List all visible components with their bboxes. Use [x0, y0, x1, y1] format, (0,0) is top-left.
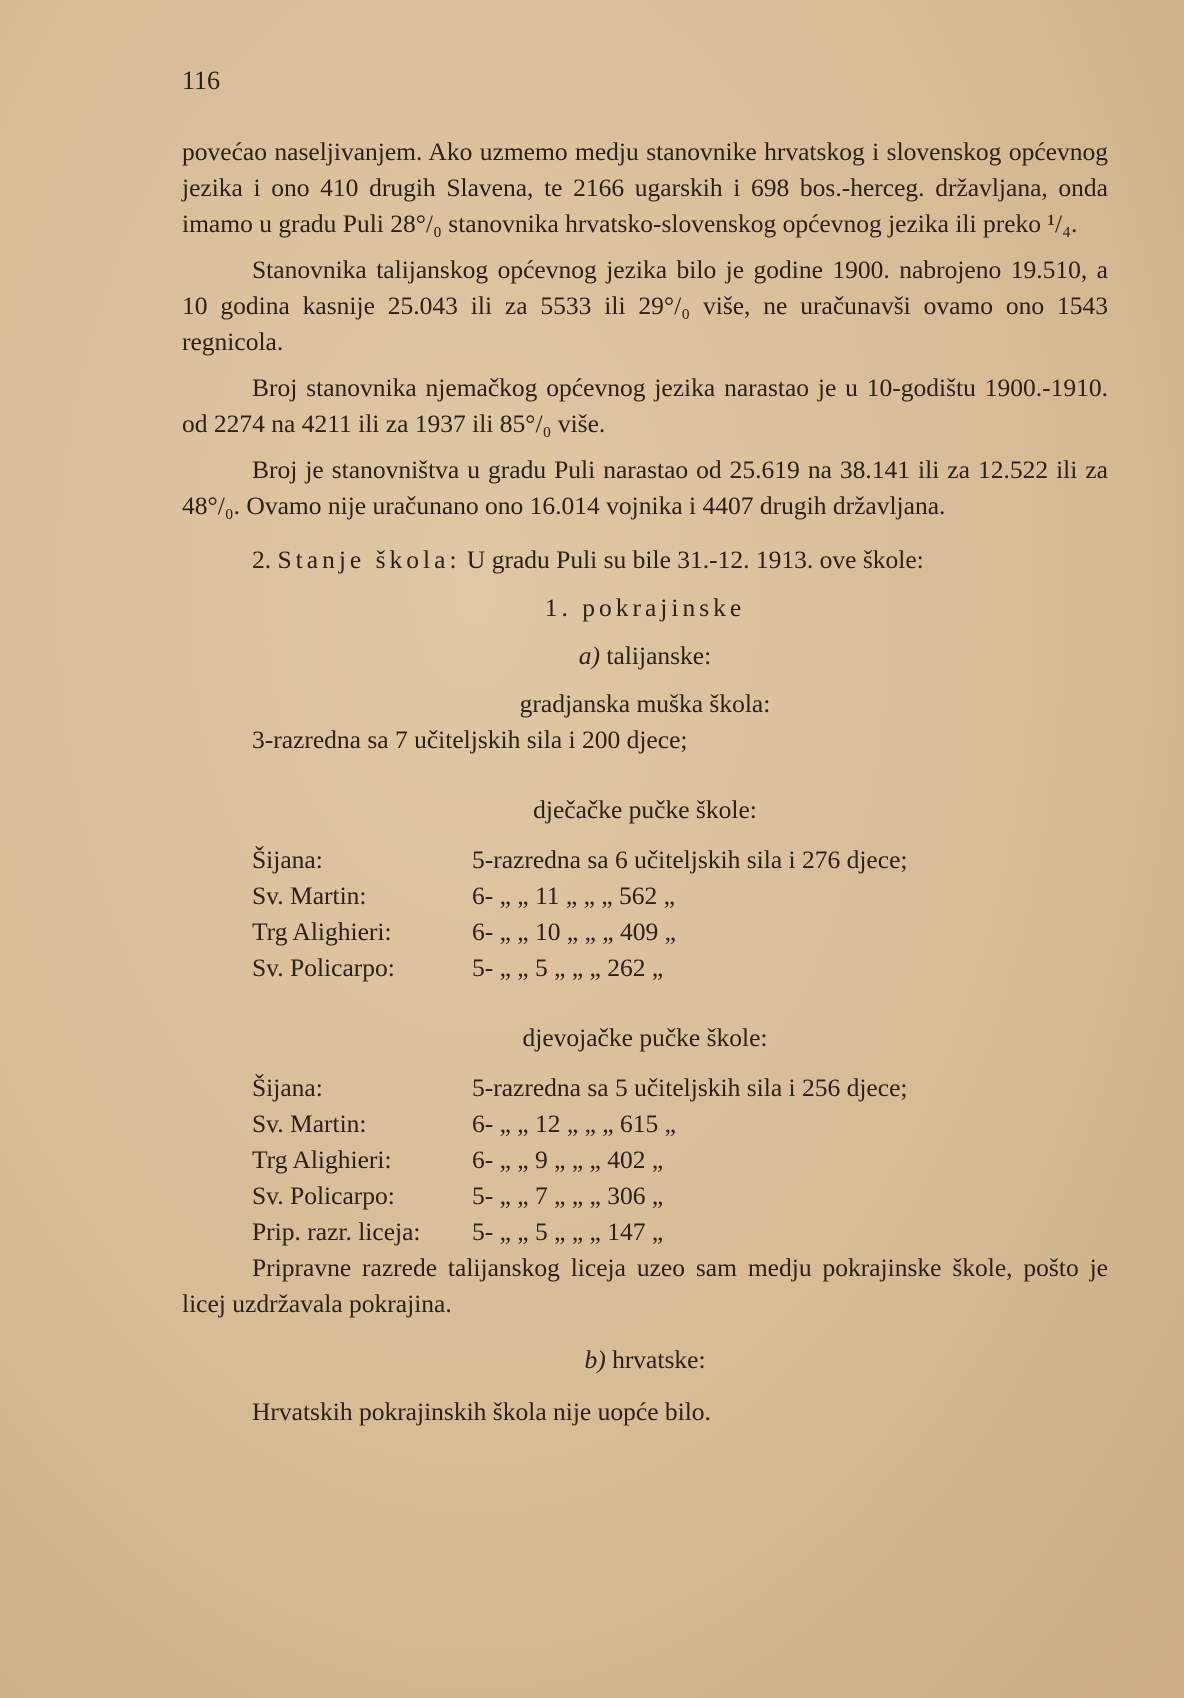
table-row — [252, 1214, 1178, 1250]
final-line: Hrvatskih pokrajinskih škola nije uopće bilo. — [252, 1397, 711, 1426]
paragraph-3: Broj stanovnika njemačkog općevnog jezika narastao je u 10-godištu 1900.-1910. od 2274 na 4211 ili za 1937 ili 85°/₀ više. — [182, 373, 1108, 438]
page-text — [182, 134, 1108, 1430]
subheading-b-letter: b) — [584, 1345, 606, 1374]
table-row — [252, 1178, 1178, 1214]
table-row — [252, 1142, 1178, 1178]
place-cell: Trg Alighieri: — [252, 1145, 392, 1174]
gradjanska-heading: gradjanska muška škola: — [519, 689, 771, 718]
desc-cell: 5-razredna sa 6 učiteljskih sila i 276 djece; — [472, 845, 908, 874]
subheading-b — [182, 1342, 1108, 1378]
djecacke-table — [252, 842, 1178, 986]
table-row — [252, 950, 1178, 986]
subheading-b-text: hrvatske: — [612, 1345, 706, 1374]
paragraph-1: povećao naseljivanjem. Ako uzmemo medju stanovnike hrvatskog i slovenskog općevnog jezika i ono 410 drugih Slavena, te 2166 ugarskih i 698 bos.-herceg. državljana, onda imamo u gradu Puli 28°/₀ stanovnika hrvatsko-slovenskog općevnog jezika ili preko ¹/₄. — [182, 137, 1108, 238]
section-2-number: 2. — [252, 545, 272, 574]
desc-cell: 6- „ „ 12 „ „ „ 615 „ — [472, 1109, 676, 1138]
desc-cell: 5- „ „ 5 „ „ „ 262 „ — [472, 953, 664, 982]
djevojacke-heading: djevojačke pučke škole: — [522, 1023, 768, 1052]
desc-cell: 6- „ „ 9 „ „ „ 402 „ — [472, 1145, 664, 1174]
place-cell: Šijana: — [252, 1073, 323, 1102]
subheading-a-letter: a) — [578, 641, 601, 670]
desc-cell: 6- „ „ 10 „ „ „ 409 „ — [472, 917, 676, 946]
gradjanska-line: 3-razredna sa 7 učiteljskih sila i 200 djece; — [252, 725, 688, 754]
desc-cell: 5- „ „ 5 „ „ „ 147 „ — [472, 1217, 664, 1246]
place-cell: Trg Alighieri: — [252, 917, 392, 946]
table-row — [252, 842, 1178, 878]
djecacke-heading: dječačke pučke škole: — [533, 795, 757, 824]
place-cell: Sv. Martin: — [252, 881, 367, 910]
desc-cell: 5-razredna sa 5 učiteljskih sila i 256 djece; — [472, 1073, 908, 1102]
table-row — [252, 1070, 1178, 1106]
place-cell: Šijana: — [252, 845, 323, 874]
heading-pokrajinske: 1. pokrajinske — [544, 593, 746, 622]
table-row — [252, 878, 1178, 914]
place-cell: Sv. Policarpo: — [252, 1181, 395, 1210]
desc-cell: 6- „ „ 11 „ „ „ 562 „ — [472, 881, 675, 910]
subheading-a-text: talijanske: — [606, 641, 712, 670]
place-cell: Sv. Policarpo: — [252, 953, 395, 982]
section-2-title: Stanje škola: — [277, 545, 461, 574]
paragraph-4: Broj je stanovništva u gradu Puli narastao od 25.619 na 38.141 ili za 12.522 ili za 48°/₀. Ovamo nije uračunano ono 16.014 vojnika i 4407 drugih državljana. — [182, 455, 1108, 520]
paragraph-2: Stanovnika talijanskog općevnog jezika bilo je godine 1900. nabrojeno 19.510, a 10 godina kasnije 25.043 ili za 5533 ili 29°/₀ više, ne uračunavši ovamo ono 1543 regnicola. — [182, 255, 1108, 356]
table-row — [252, 914, 1178, 950]
subheading-a — [182, 638, 1108, 674]
place-cell: Prip. razr. liceja: — [252, 1217, 421, 1246]
table-row — [252, 1106, 1178, 1142]
page-number: 116 — [182, 66, 221, 95]
note-paragraph: Pripravne razrede talijanskog liceja uzeo sam medju pokrajinske škole, pošto je licej uzdržavala pokrajina. — [182, 1253, 1108, 1318]
djevojacke-table — [252, 1070, 1178, 1250]
section-2-text: U gradu Puli su bile 31.-12. 1913. ove škole: — [466, 545, 924, 574]
section-2-line — [182, 542, 1108, 578]
place-cell: Sv. Martin: — [252, 1109, 367, 1138]
desc-cell: 5- „ „ 7 „ „ „ 306 „ — [472, 1181, 664, 1210]
